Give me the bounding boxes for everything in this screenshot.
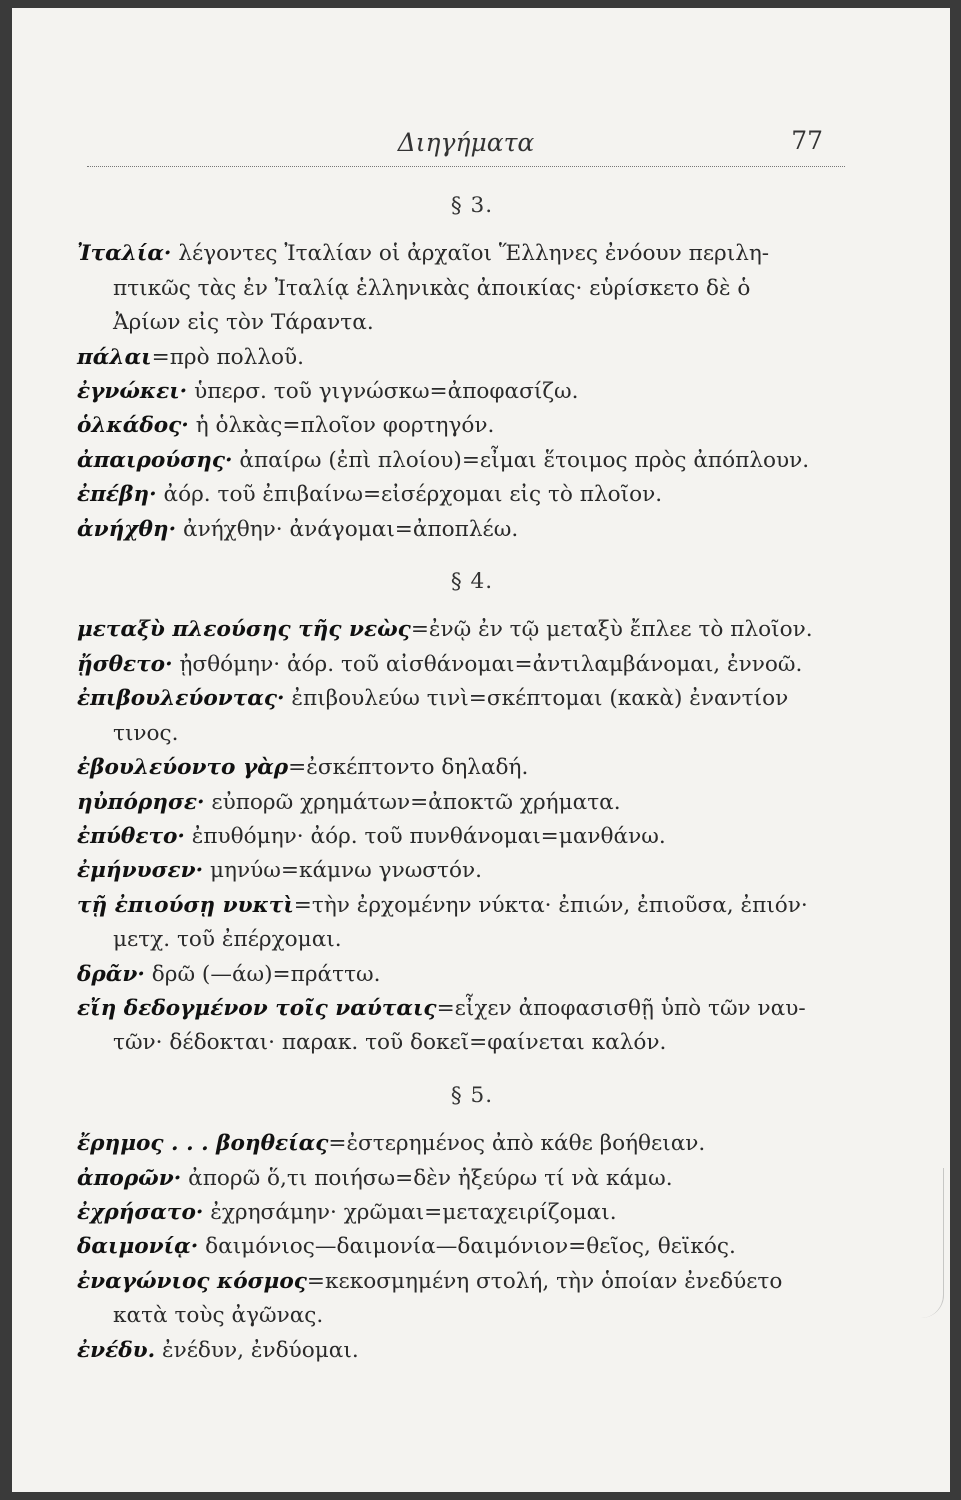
definition-continuation: πτικῶς τὰς ἐν Ἰταλίᾳ ἑλληνικὰς ἀποικίας· εὑρίσκετο δὲ ὁ bbox=[113, 275, 751, 301]
headword: ηὐπόρησε· bbox=[77, 789, 205, 815]
definition: λέγοντες Ἰταλίαν οἱ ἀρχαῖοι Ἕλληνες ἐνόουν περιλη- bbox=[171, 241, 770, 267]
definition: ἀόρ. τοῦ ἐπιβαίνω=εἰσέρχομαι εἰς τὸ πλοῖον. bbox=[156, 482, 663, 508]
headword: δαιμονίᾳ· bbox=[77, 1234, 199, 1260]
glossary-entry bbox=[77, 1230, 867, 1264]
headword: ἐπύθετο· bbox=[77, 823, 185, 849]
definition: =κεκοσμημένη στολή, τὴν ὁποίαν ἐνεδύετο bbox=[306, 1268, 783, 1294]
glossary-entry bbox=[77, 375, 867, 409]
definition: =ἐσκέπτοντο δηλαδή. bbox=[288, 755, 529, 781]
definition: ᾐσθόμην· ἀόρ. τοῦ αἰσθάνομαι=ἀντιλαμβάνομαι, ἐννοῶ. bbox=[172, 651, 803, 677]
glossary-entry bbox=[77, 478, 867, 512]
glossary-entry bbox=[77, 1265, 867, 1334]
headword: ἀνήχθη· bbox=[77, 516, 177, 542]
page-header bbox=[87, 126, 845, 167]
definition: ὑπερσ. τοῦ γιγνώσκω=ἀποφασίζω. bbox=[187, 379, 579, 405]
definition: ἐνέδυν, ἐνδύομαι. bbox=[155, 1337, 359, 1363]
section-gap bbox=[77, 547, 867, 565]
glossary-entry bbox=[77, 1162, 867, 1196]
page-number: 77 bbox=[791, 126, 823, 155]
headword: ἐνέδυ. bbox=[77, 1337, 156, 1363]
definition: δαιμόνιος—δαιμονία—δαιμόνιον=θεῖος, θεϊκός. bbox=[198, 1234, 736, 1260]
definition: ἀνήχθην· ἀνάγομαι=ἀποπλέω. bbox=[176, 516, 519, 542]
definition: =πρὸ πολλοῦ. bbox=[151, 344, 305, 370]
headword: εἴη δεδογμένον τοῖς ναύταις bbox=[77, 995, 437, 1021]
headword: τῇ ἐπιούσῃ νυκτὶ bbox=[77, 892, 294, 918]
definition: =εἶχεν ἀποφασισθῇ ὑπὸ τῶν ναυ- bbox=[436, 995, 806, 1021]
headword: ἐμήνυσεν· bbox=[77, 858, 204, 884]
glossary-entry bbox=[77, 1334, 867, 1368]
glossary-entry bbox=[77, 854, 867, 888]
headword: ἐγνώκει· bbox=[77, 379, 188, 405]
headword: ἐβουλεύοντο γὰρ bbox=[77, 755, 289, 781]
definition-continuation: κατὰ τοὺς ἀγῶνας. bbox=[113, 1303, 324, 1329]
section-title: § 3. bbox=[450, 193, 494, 218]
definition-continuation: τῶν· δέδοκται· παρακ. τοῦ δοκεῖ=φαίνεται καλόν. bbox=[113, 1030, 667, 1056]
glossary-entry bbox=[77, 786, 867, 820]
headword: ἀπαιρούσης· bbox=[77, 447, 233, 473]
definition: ἐχρησάμην· χρῶμαι=μεταχειρίζομαι. bbox=[203, 1199, 617, 1225]
glossary-entry bbox=[77, 820, 867, 854]
glossary-entry bbox=[77, 341, 867, 375]
glossary-entry bbox=[77, 1127, 867, 1161]
glossary-entry bbox=[77, 648, 867, 682]
headword: πάλαι bbox=[77, 344, 152, 370]
headword: ᾔσθετο· bbox=[77, 651, 173, 677]
glossary-entry bbox=[77, 889, 867, 958]
headword: ἀπορῶν· bbox=[77, 1165, 182, 1191]
headword: ἐπιβουλεύοντας· bbox=[77, 686, 285, 712]
headword: Ἰταλία· bbox=[77, 241, 172, 267]
definition: ἐπυθόμην· ἀόρ. τοῦ πυνθάνομαι=μανθάνω. bbox=[184, 823, 666, 849]
running-title: Διηγήματα bbox=[397, 128, 535, 157]
section-title: § 4. bbox=[450, 569, 494, 595]
definition: ἡ ὁλκὰς=πλοῖον φορτηγόν. bbox=[188, 413, 495, 439]
book-page bbox=[12, 8, 950, 1492]
glossary-text bbox=[77, 189, 867, 1368]
glossary-entry bbox=[77, 682, 867, 751]
section-gap bbox=[77, 1061, 867, 1079]
headword: δρᾶν· bbox=[77, 961, 145, 987]
glossary-entry bbox=[77, 237, 867, 340]
definition: εὐπορῶ χρημάτων=ἀποκτῶ χρήματα. bbox=[204, 789, 621, 815]
definition-continuation: τινος. bbox=[113, 720, 179, 746]
headword: ἐναγώνιος κόσμος bbox=[77, 1268, 307, 1294]
definition: δρῶ (—άω)=πράττω. bbox=[144, 961, 381, 987]
headword: ὁλκάδος· bbox=[77, 413, 189, 439]
definition: ἀπαίρω (ἐπὶ πλοίου)=εἶμαι ἕτοιμος πρὸς ἀπόπλουν. bbox=[232, 447, 810, 473]
page-mark bbox=[921, 1168, 944, 1318]
glossary-entry bbox=[77, 613, 867, 647]
definition: ἐπιβουλεύω τινὶ=σκέπτομαι (κακὰ) ἐναντίον bbox=[284, 686, 789, 712]
glossary-entry bbox=[77, 751, 867, 785]
headword: μεταξὺ πλεούσης τῆς νεὼς bbox=[77, 617, 411, 643]
glossary-entry bbox=[77, 1196, 867, 1230]
definition: ἀπορῶ ὅ,τι ποιήσω=δὲν ἠξεύρω τί νὰ κάμω. bbox=[181, 1165, 673, 1191]
glossary-entry bbox=[77, 409, 867, 443]
definition: μηνύω=κάμνω γνωστόν. bbox=[203, 858, 482, 884]
definition: =ἐνῷ ἐν τῷ μεταξὺ ἔπλεε τὸ πλοῖον. bbox=[410, 617, 813, 643]
definition-continuation: Ἀρίων εἰς τὸν Τάραντα. bbox=[113, 310, 374, 336]
definition: =τὴν ἐρχομένην νύκτα· ἐπιών, ἐπιοῦσα, ἐπιόν· bbox=[293, 892, 808, 918]
headword: ἐπέβη· bbox=[77, 482, 157, 508]
headword: ἐχρήσατο· bbox=[77, 1199, 204, 1225]
definition: =ἐστερημένος ἀπὸ κάθε βοήθειαν. bbox=[328, 1131, 706, 1157]
headword: ἔρημος . . . βοηθείας bbox=[77, 1131, 329, 1157]
glossary-entry bbox=[77, 513, 867, 547]
glossary-entry bbox=[77, 444, 867, 478]
glossary-entry bbox=[77, 958, 867, 992]
definition-continuation: μετχ. τοῦ ἐπέρχομαι. bbox=[113, 927, 342, 953]
section-title: § 5. bbox=[450, 1082, 494, 1108]
glossary-entry bbox=[77, 992, 867, 1061]
